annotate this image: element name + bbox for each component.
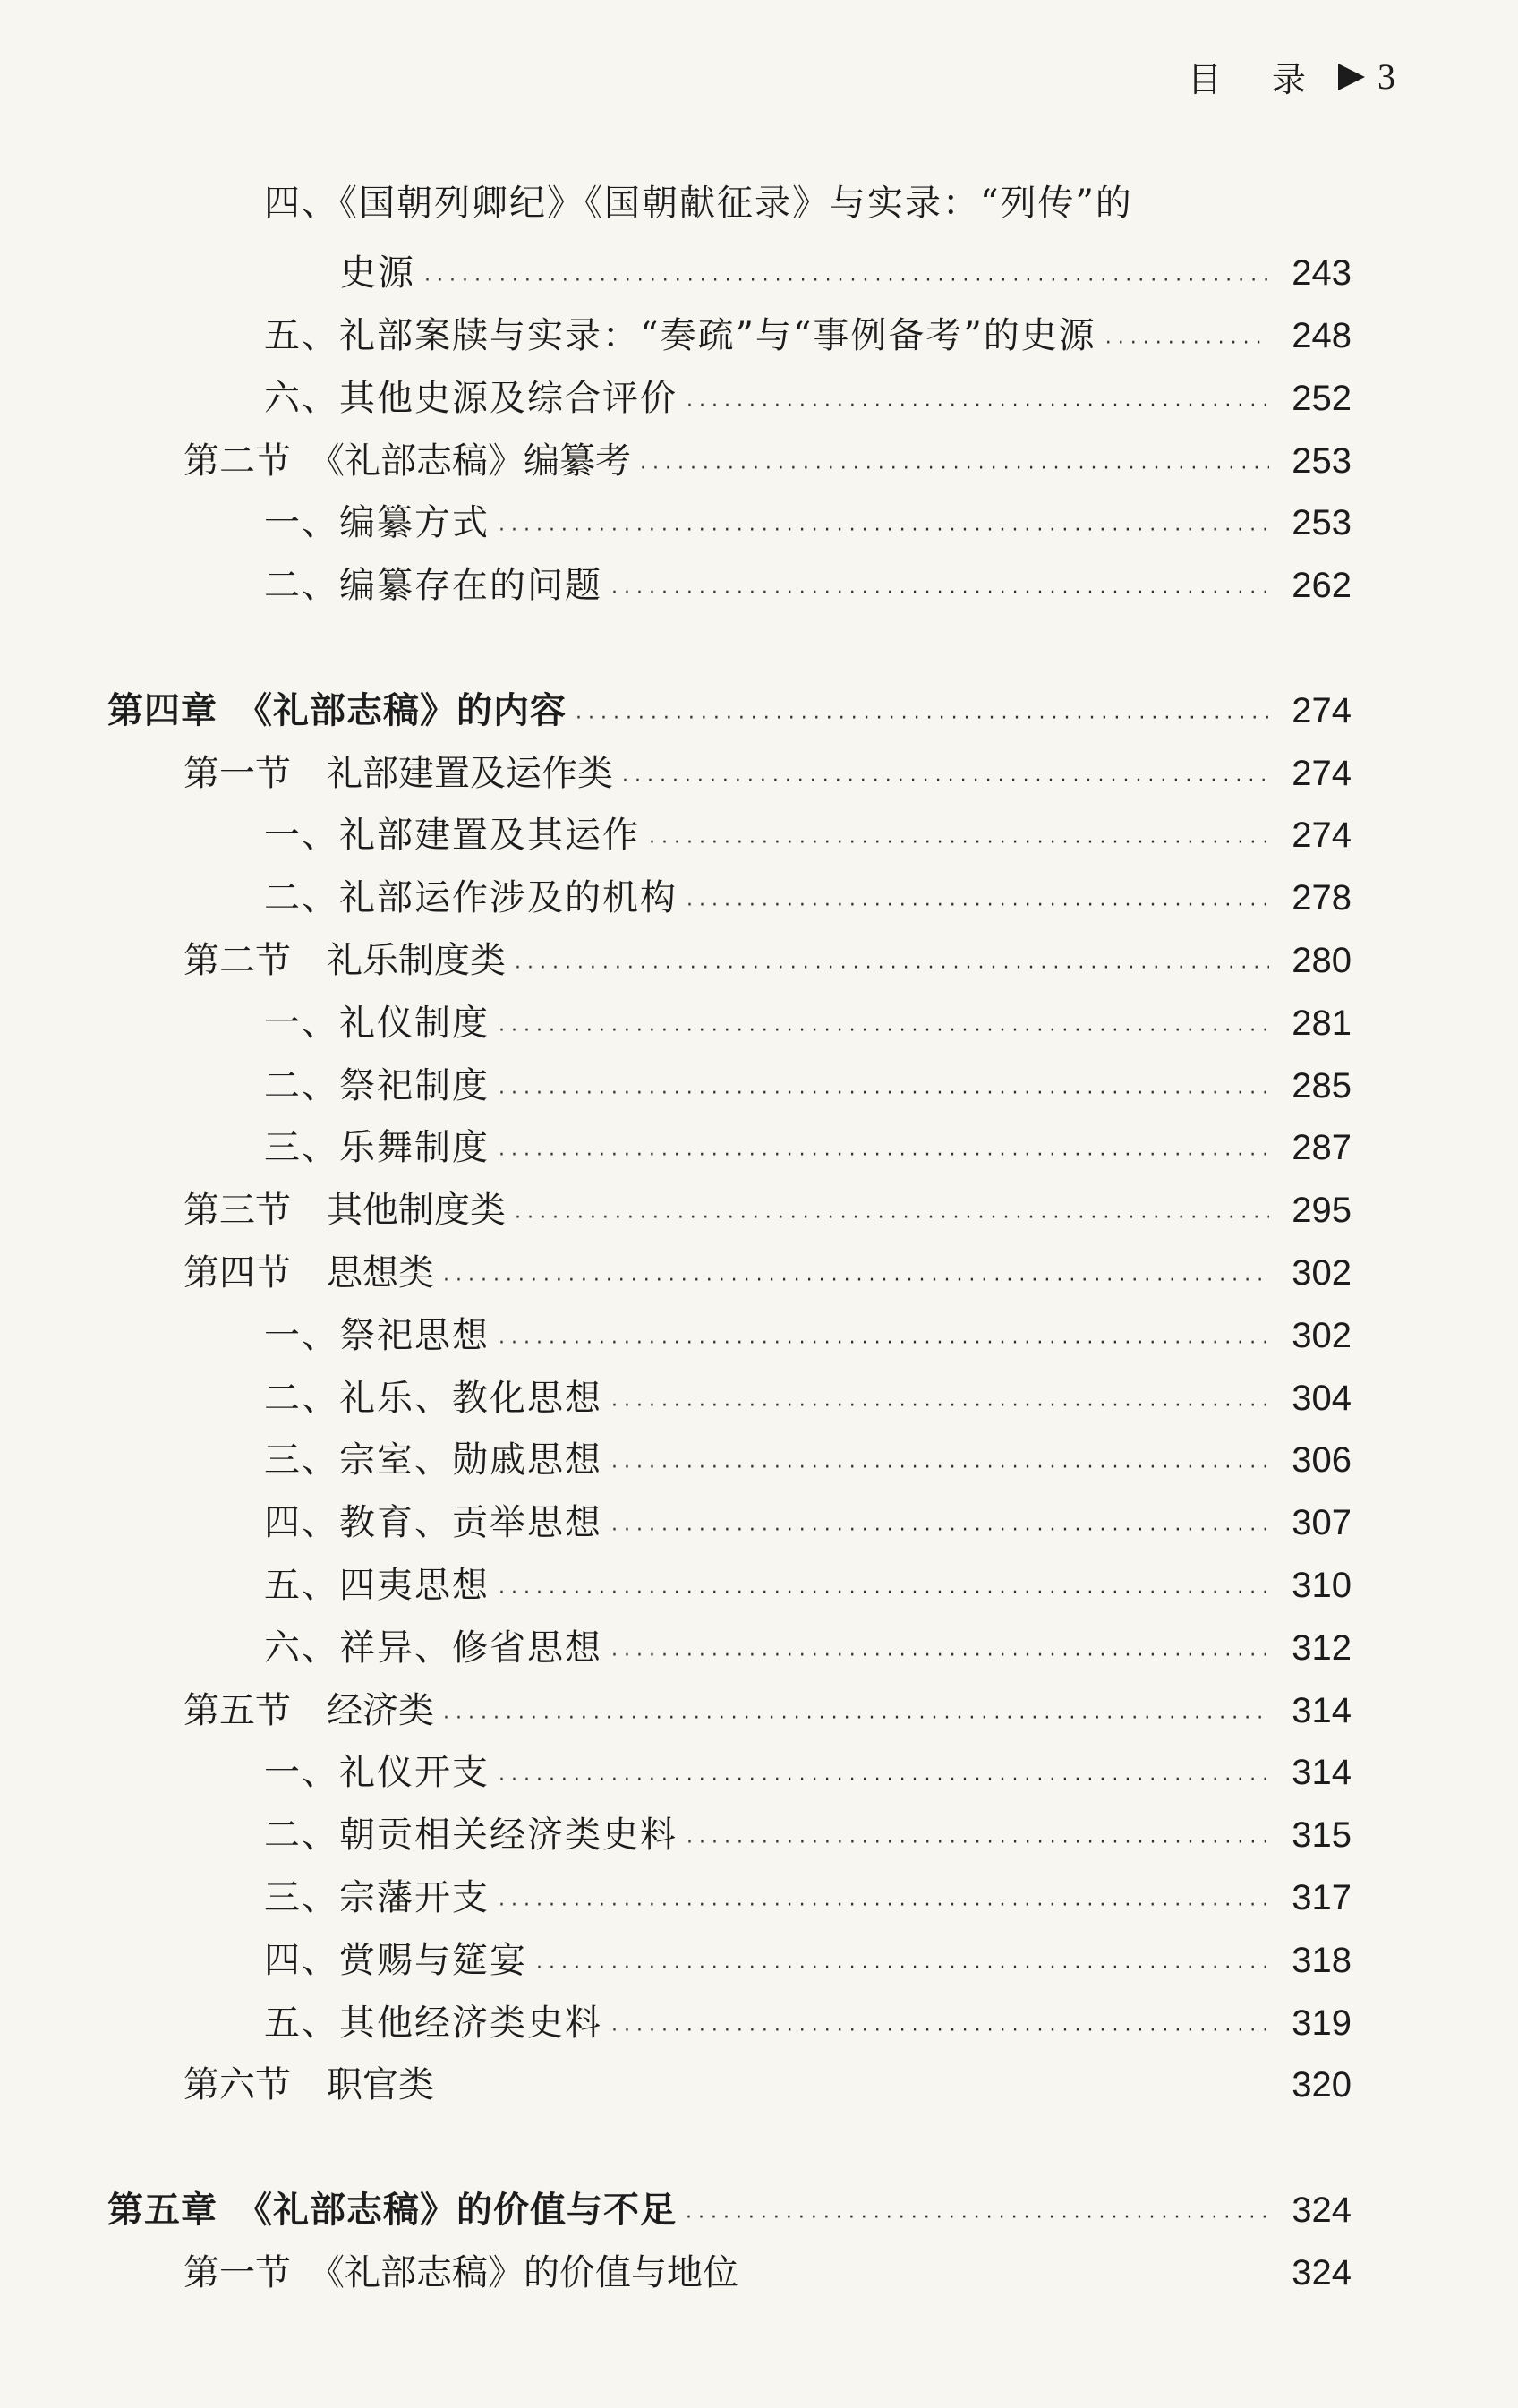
toc-entry-subsection <box>264 1001 1352 1046</box>
toc-entry-chapter <box>107 2188 1352 2233</box>
toc-entry-title: 第四章 《礼部志稿》的内容 <box>107 690 567 731</box>
running-header-title: 目 录 <box>1187 60 1326 99</box>
toc-entry-subsection <box>264 1813 1352 1857</box>
toc-entry-subsection <box>264 313 1352 358</box>
toc-entry-chapter <box>107 688 1352 733</box>
leader-dots <box>576 690 1269 735</box>
toc-entry-title: 第一节 礼部建置及运作类 <box>183 753 613 794</box>
toc-entry-title: 二、礼部运作涉及的机构 <box>264 877 678 918</box>
toc-entry-section <box>183 2062 1352 2107</box>
toc-entry-subsection <box>340 251 1352 295</box>
toc-entry-subsection <box>264 1500 1352 1545</box>
toc-page-number: 295 <box>1292 1191 1352 1230</box>
toc-page-number: 248 <box>1292 316 1352 355</box>
toc-page-number: 318 <box>1292 1941 1352 1980</box>
leader-dots <box>611 2002 1269 2047</box>
toc-page-number: 314 <box>1292 1691 1352 1730</box>
toc-entry-title: 一、编纂方式 <box>264 502 490 543</box>
toc-entry-title: 五、其他经济类史料 <box>264 2002 602 2044</box>
leader-dots <box>499 1752 1269 1797</box>
leader-dots <box>1105 315 1269 360</box>
toc-entry-section <box>183 439 1352 483</box>
toc-page-number: 274 <box>1292 815 1352 855</box>
leader-dots <box>499 1065 1269 1110</box>
leader-dots <box>424 252 1269 297</box>
toc-entry-subsection <box>264 563 1352 608</box>
toc-page-number: 285 <box>1292 1066 1352 1106</box>
toc-entry-title: 六、其他史源及综合评价 <box>264 378 678 419</box>
toc-entry-section <box>183 1188 1352 1233</box>
toc-entry-subsection <box>264 1125 1352 1170</box>
toc-entry-subsection <box>264 813 1352 858</box>
toc-entry-title: 五、礼部案牍与实录：“奏疏”与“事例备考”的史源 <box>264 315 1096 356</box>
toc-page-number: 281 <box>1292 1003 1352 1043</box>
toc-entry-subsection <box>264 875 1352 920</box>
toc-entry-section <box>183 1251 1352 1295</box>
toc-page-number: 287 <box>1292 1128 1352 1167</box>
toc-page-number: 319 <box>1292 2003 1352 2043</box>
toc-page-number: 252 <box>1292 379 1352 418</box>
toc-entry-title: 第六节 职官类 <box>183 2064 434 2105</box>
toc-entry-subsection <box>264 1313 1352 1358</box>
leader-dots <box>611 1627 1269 1672</box>
toc-page-number: 280 <box>1292 941 1352 980</box>
toc-entry-subsection <box>264 1563 1352 1608</box>
toc-entry-title: 四、赏赐与筵宴 <box>264 1940 527 1981</box>
toc-page-number: 314 <box>1292 1753 1352 1792</box>
leader-dots <box>687 378 1269 423</box>
toc-page-number: 253 <box>1292 441 1352 481</box>
toc-entry-subsection <box>264 376 1352 421</box>
toc-entry-subsection <box>264 1875 1352 1920</box>
toc-entry-subsection <box>264 1750 1352 1795</box>
leader-dots <box>686 2190 1269 2234</box>
leader-dots <box>536 1940 1269 1985</box>
toc-entry-title: 三、乐舞制度 <box>264 1127 490 1168</box>
toc-page-number: 243 <box>1292 253 1352 293</box>
leader-dots <box>649 815 1269 859</box>
toc-entry-title: 一、礼部建置及其运作 <box>264 815 640 856</box>
toc-entry-title: 第五章 《礼部志稿》的价值与不足 <box>107 2190 677 2231</box>
leader-dots <box>515 940 1269 985</box>
toc-page-number: 274 <box>1292 691 1352 730</box>
toc-page-number: 302 <box>1292 1316 1352 1355</box>
toc-entry-section <box>183 2250 1352 2295</box>
toc-page-number: 253 <box>1292 503 1352 542</box>
toc-page-number: 312 <box>1292 1628 1352 1668</box>
toc-entry-title: 第二节 《礼部志稿》编纂考 <box>183 440 631 482</box>
leader-dots <box>515 1190 1269 1234</box>
leader-dots <box>611 565 1269 610</box>
toc-page-number: 320 <box>1292 2065 1352 2105</box>
toc-page-number: 278 <box>1292 878 1352 918</box>
toc-entry-title: 史源 <box>340 252 415 294</box>
leader-dots <box>499 1315 1269 1360</box>
toc-page-number: 324 <box>1292 2190 1352 2230</box>
toc-entry-subsection <box>264 500 1352 545</box>
toc-entry-title: 六、祥异、修省思想 <box>264 1627 602 1669</box>
toc-entry-title: 第四节 思想类 <box>183 1252 434 1294</box>
triangle-right-icon <box>1338 64 1365 90</box>
leader-dots <box>611 1502 1269 1547</box>
toc-entry-subsection <box>264 1438 1352 1482</box>
toc-page-number: 306 <box>1292 1440 1352 1480</box>
leader-dots <box>499 1003 1269 1047</box>
leader-dots <box>622 753 1269 798</box>
toc-entry-title: 三、宗室、勋戚思想 <box>264 1439 602 1481</box>
toc-entry-title: 第三节 其他制度类 <box>183 1190 506 1231</box>
leader-dots <box>611 1378 1269 1422</box>
toc-entry-subsection <box>264 1938 1352 1983</box>
leader-dots <box>499 1877 1269 1922</box>
leader-dots <box>443 1252 1269 1297</box>
toc-entry-subsection <box>264 1626 1352 1670</box>
toc-entry-title: 三、宗藩开支 <box>264 1877 490 1918</box>
toc-entry-section <box>183 751 1352 796</box>
toc-page-number: 317 <box>1292 1878 1352 1917</box>
toc-entry-title: 第二节 礼乐制度类 <box>183 940 506 981</box>
toc-page-number: 302 <box>1292 1253 1352 1293</box>
toc-entry-subsection <box>264 2001 1352 2045</box>
running-header <box>1188 52 1397 101</box>
leader-dots <box>443 1690 1269 1735</box>
toc-page-number: 304 <box>1292 1379 1352 1418</box>
toc-entry-subsection: 四、《国朝列卿纪》《国朝献征录》与实录：“列传”的 <box>264 183 1133 224</box>
toc-entry-title: 二、朝贡相关经济类史料 <box>264 1815 678 1856</box>
leader-dots <box>499 1127 1269 1172</box>
toc-entry-title: 四、教育、贡举思想 <box>264 1502 602 1543</box>
toc-entry-title: 一、礼仪制度 <box>264 1003 490 1044</box>
toc-entry-subsection <box>264 1063 1352 1108</box>
toc-page-number: 307 <box>1292 1503 1352 1542</box>
toc-entry-title: 第五节 经济类 <box>183 1690 434 1731</box>
toc-page-number: 315 <box>1292 1815 1352 1855</box>
leader-dots <box>499 502 1269 547</box>
toc-entry-title: 一、祭祀思想 <box>264 1315 490 1356</box>
toc-entry-title: 二、礼乐、教化思想 <box>264 1378 602 1419</box>
toc-entry-title: 五、四夷思想 <box>264 1565 490 1606</box>
leader-dots <box>499 1565 1269 1610</box>
leader-dots <box>611 1439 1269 1484</box>
leader-dots <box>687 877 1269 922</box>
toc-page-number: 310 <box>1292 1566 1352 1605</box>
toc-entry-section <box>183 1688 1352 1733</box>
leader-dots <box>640 440 1269 485</box>
toc-entry-subsection <box>264 1376 1352 1421</box>
toc-page-number: 274 <box>1292 754 1352 793</box>
toc-entry-section <box>183 938 1352 983</box>
toc-entry-title: 一、礼仪开支 <box>264 1752 490 1793</box>
toc-page-number: 262 <box>1292 566 1352 605</box>
toc-entry-title: 二、祭祀制度 <box>264 1065 490 1106</box>
toc-entry-title: 第一节 《礼部志稿》的价值与地位 <box>183 2252 738 2293</box>
toc-entry-title: 二、编纂存在的问题 <box>264 565 602 606</box>
toc-page-number: 324 <box>1292 2253 1352 2293</box>
running-header-page-number: 3 <box>1377 56 1397 97</box>
leader-dots <box>687 1815 1269 1859</box>
